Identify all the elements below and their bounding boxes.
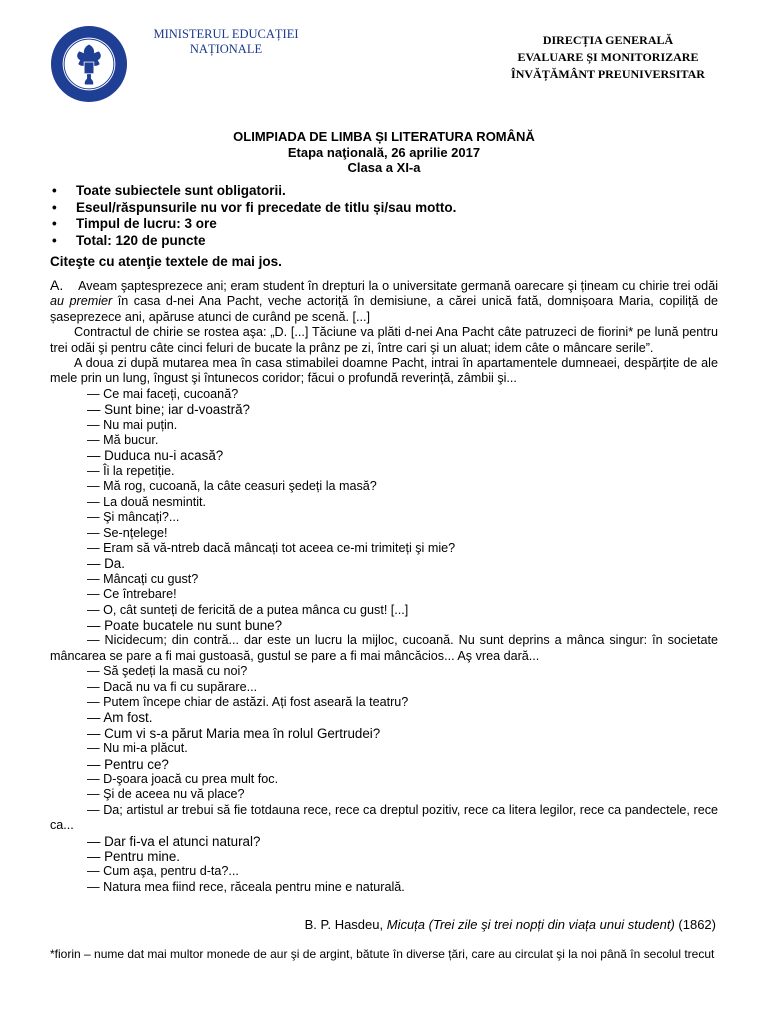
dialogue-line: — Îi la repetiție. [87, 463, 175, 478]
dialogue-line: — Şi de aceea nu vă place? [87, 787, 245, 802]
directorate-line-3: ÎNVĂȚĂMÂNT PREUNIVERSITAR [511, 67, 705, 81]
directorate-line-1: DIRECȚIA GENERALĂ [542, 33, 674, 47]
dialogue-line: — Nu mi-a plăcut. [87, 741, 188, 756]
citation-year: (1862) [674, 917, 716, 932]
paragraph-2: Contractul de chirie se rostea aşa: „D. [...] Tăciune va plăti d-nei Ana Pacht câte patruzeci de fiorini* pe lună pentru trei odăi şi pentru câte cinci feluri de bucate la prânz pe zi, între cari şi un aluat; idem câte o mâncare serile”. [50, 325, 718, 355]
exam-title [0, 129, 768, 176]
footnote: *fiorin – nume dat mai multor monede de aur şi de argint, bătute în diverse țări, care au circulat şi la noi până în secolul trecut [50, 947, 715, 961]
dialogue-line: — Nicidecum; din contră... dar este un lucru la mijloc, cucoană. Nu sunt deprins a mânca singur: în societate mâncarea se pare a fi mai gustoasă, gustul se pare a fi mai mâncăcios... Aş vrea dară... [50, 633, 718, 663]
dialogue-line: — Cum vi s-a părut Maria mea în rolul Gertrudei? [87, 725, 381, 741]
dialogue-line: — Ce mai faceți, cucoană? [87, 386, 239, 401]
rule-item: • Toate subiectele sunt obligatorii. [50, 183, 456, 200]
dialogue-line: — D-şoara joacă cu prea mult foc. [87, 772, 279, 786]
dialogue-line: — Putem începe chiar de astăzi. Ați fost aseară la teatru? [87, 694, 409, 709]
dialogue-line: — Nu mai puțin. [87, 417, 178, 432]
dialogue-line: — Cum aşa, pentru d-ta?... [87, 864, 239, 879]
dialogue-line: — Natura mea fiind rece, răceala pentru mine e naturală. [87, 879, 405, 894]
citation-author: B. P. Hasdeu, [304, 917, 387, 932]
dialogue-line: — Eram să vă-ntreb dacă mâncați tot aceea ce-mi trimiteți şi mie? [87, 540, 456, 555]
dialogue-line: — Se-nțelege! [87, 525, 168, 540]
dialogue-line: — Duduca nu-i acasă? [87, 448, 224, 464]
paragraph-3: A doua zi după mutarea mea în casa stimabilei doamne Pacht, intrai în apartamentele dumneaei, despărțite de ale mele prin un lung, îngust şi întunecos coridor; făcui o profundă reverință, zâmbii şi... [50, 356, 718, 386]
title-line-3: Clasa a XI-a [347, 160, 421, 175]
ministry-name [142, 27, 310, 57]
reading-instruction: Citeşte cu atenţie textele de mai jos. [50, 254, 282, 269]
dialogue-line: — Mâncați cu gust? [87, 571, 199, 586]
paragraph-1 [50, 278, 718, 325]
section-label: A. [50, 277, 64, 293]
title-line-1: OLIMPIADA DE LIMBA ȘI LITERATURA ROMÂNĂ [233, 129, 535, 144]
dialogue-line: — Mă rog, cucoană, la câte ceasuri şedeți la masă? [87, 479, 377, 494]
dialogue-line: — Am fost. [87, 710, 153, 726]
dialogue-line: — Şi mâncați?... [87, 510, 180, 525]
rule-item: • Timpul de lucru: 3 ore [50, 216, 456, 233]
ministry-line-2: NAȚIONALE [189, 42, 263, 56]
dialogue-line: — Da. [87, 556, 125, 572]
citation-work: Micuța (Trei zile şi trei nopți din viața unui student) [386, 917, 675, 932]
source-citation [305, 917, 716, 932]
dialogue-line: — O, cât sunteți de fericită de a putea mânca cu gust! [...] [87, 602, 409, 617]
dialogue-line: — Să şedeți la masă cu noi? [87, 664, 248, 679]
dialogue-line: — La două nesmintit. [87, 494, 207, 509]
directorate-line-2: EVALUARE ȘI MONITORIZARE [517, 50, 699, 64]
dialogue-line: — Poate bucatele nu sunt bune? [87, 617, 283, 633]
directorate-name [478, 32, 738, 83]
dialogue-line: — Pentru ce? [87, 756, 169, 772]
government-seal-icon [50, 25, 128, 103]
p1-italic: au premier [50, 294, 113, 309]
dialogue-line: — Mă bucur. [87, 433, 159, 448]
dialogue-line: — Dar fi-va el atunci natural? [87, 833, 261, 849]
title-line-2: Etapa naţională, 26 aprilie 2017 [287, 144, 481, 160]
p1-end: în casa d-nei Ana Pacht, veche actoriță în demisiune, a cărei unică fată, domnișoara Maria, copiliță de șaseprezece ani, apăruse atunci de curând pe scenă. [...] [50, 294, 718, 324]
rule-item: • Total: 120 de puncte [50, 233, 456, 250]
dialogue-line: — Pentru mine. [87, 849, 181, 865]
rule-item: • Eseul/răspunsurile nu vor fi precedate de titlu și/sau motto. [50, 200, 456, 217]
dialogue-line: — Ce întrebare! [87, 587, 177, 602]
ministry-line-1: MINISTERUL EDUCAȚIEI [153, 27, 299, 41]
exam-rules-list [50, 183, 456, 249]
page-header [0, 0, 768, 110]
dialogue-line: — Sunt bine; iar d-voastră? [87, 402, 251, 418]
p1-start: Aveam şaptesprezece ani; eram student în drepturi la o universitate germană oarecare şi țineam cu chirie trei odăi [78, 279, 718, 293]
dialogue-line: — Da; artistul ar trebui să fie totdauna rece, rece ca dreptul pozitiv, rece ca litera legilor, rece ca pandectele, rece ca... [50, 802, 718, 833]
text-excerpt [50, 278, 718, 895]
dialogue-line: — Dacă nu va fi cu supărare... [87, 679, 258, 694]
